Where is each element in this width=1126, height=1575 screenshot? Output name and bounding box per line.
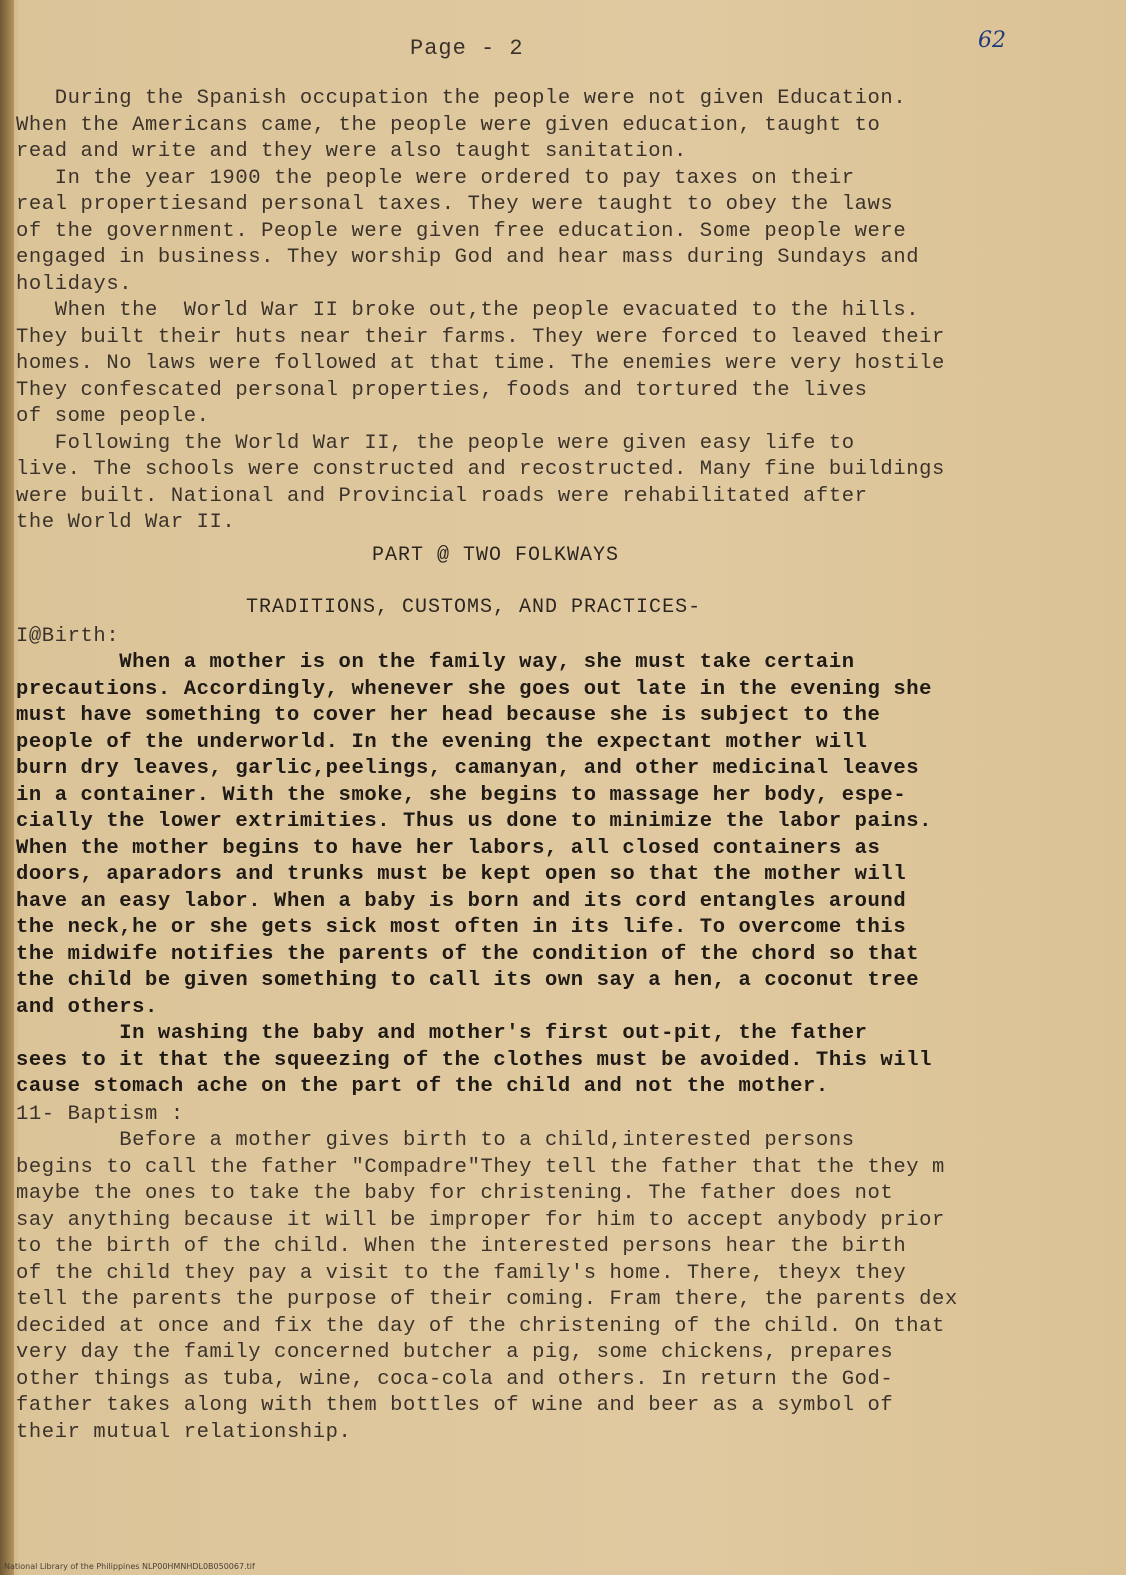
text-line: begins to call the father "Compadre"They tell the father that the they m [16,1155,945,1179]
text-line: In washing the baby and mother's first out-pit, the father [16,1022,868,1045]
text-line: doors, aparadors and trunks must be kept open so that the mother will [16,863,907,886]
text-line: decided at once and fix the day of the christening of the child. On that [16,1314,945,1338]
text-line: of the government. People were given free education. Some people were [16,219,907,243]
text-line: were built. National and Provincial roads were rehabilitated after [16,484,868,508]
text-line: They built their huts near their farms. They were forced to leaved their [16,325,945,349]
text-line: sees to it that the squeezing of the clothes must be avoided. This will [16,1048,933,1072]
text-line: the neck,he or she gets sick most often in its life. To overcome this [16,916,907,939]
text-line: to the birth of the child. When the interested persons hear the birth [16,1235,907,1258]
text-line: cause stomach ache on the part of the child and not the mother. [16,1075,829,1098]
text-line: the World War II. [16,511,236,534]
text-line: the midwife notifies the parents of the condition of the chord so that [16,942,920,966]
text-line: in a container. With the smoke, she begins to massage her body, espe- [16,783,907,807]
text-line: and others. [16,995,158,1019]
text-line: other things as tuba, wine, coca-cola and others. In return the God- [16,1367,894,1391]
text-line: tell the parents the purpose of their coming. Fram there, the parents dex [16,1288,958,1311]
text-line: burn dry leaves, garlic,peelings, camanyan, and other medicinal leaves [16,757,920,780]
text-line: of some people. [16,405,210,428]
text-line: engaged in business. They worship God and hear mass during Sundays and [16,246,920,269]
history-paragraphs [16,86,1112,537]
text-line: real propertiesand personal taxes. They were taught to obey the laws [16,193,894,216]
baptism-label: 11- Baptism : [16,1103,184,1126]
text-line: the child be given something to call its own say a hen, a coconut tree [16,969,920,992]
binding-edge [0,0,14,1575]
text-line: holidays. [16,272,133,296]
text-line: They confescated personal properties, foods and tortured the lives [16,378,868,402]
section-heading: TRADITIONS, CUSTOMS, AND PRACTICES- [246,596,702,619]
text-line: When a mother is on the family way, she must take certain [16,651,855,674]
text-line: read and write and they were also taught sanitation. [16,140,687,163]
text-line: people of the underworld. In the evening the expectant mother will [16,730,868,754]
text-line: During the Spanish occupation the people were not given Education. [16,87,907,110]
footer-caption: National Library of the Philippines NLP00HMNHDL0B050067.tif [4,1562,255,1571]
birth-label: I@Birth: [16,625,120,648]
part-heading: PART @ TWO FOLKWAYS [372,544,620,567]
text-line: of the child they pay a visit to the family's home. There, theyx they [16,1261,907,1285]
birth-paragraphs [16,650,1112,1101]
text-line: homes. No laws were followed at that time. The enemies were very hostile [16,352,945,375]
text-line: must have something to cover her head because she is subject to the [16,704,881,727]
text-line: say anything because it will be improper for him to accept anybody prior [16,1208,945,1232]
text-line: When the World War II broke out,the people evacuated to the hills. [16,299,920,322]
handwritten-page-number: 62 [978,28,1006,53]
text-line: maybe the ones to take the baby for christening. The father does not [16,1182,894,1205]
text-line: live. The schools were constructed and recostructed. Many fine buildings [16,458,945,481]
text-line: very day the family concerned butcher a pig, some chickens, prepares [16,1341,894,1364]
text-line: Before a mother gives birth to a child,interested persons [16,1129,855,1152]
text-line: precautions. Accordingly, whenever she goes out late in the evening she [16,677,933,701]
text-line: father takes along with them bottles of wine and beer as a symbol of [16,1394,894,1417]
text-line: their mutual relationship. [16,1420,352,1444]
text-line: When the Americans came, the people were given education, taught to [16,113,881,137]
text-line: In the year 1900 the people were ordered to pay taxes on their [16,166,855,190]
text-line: have an easy labor. When a baby is born and its cord entangles around [16,889,907,913]
text-line: When the mother begins to have her labors, all closed containers as [16,836,881,860]
page-label: Page - 2 [410,36,524,61]
text-line: cially the lower extrimities. Thus us done to minimize the labor pains. [16,810,933,833]
baptism-paragraphs [16,1128,1112,1446]
text-line: Following the World War II, the people were given easy life to [16,431,855,455]
